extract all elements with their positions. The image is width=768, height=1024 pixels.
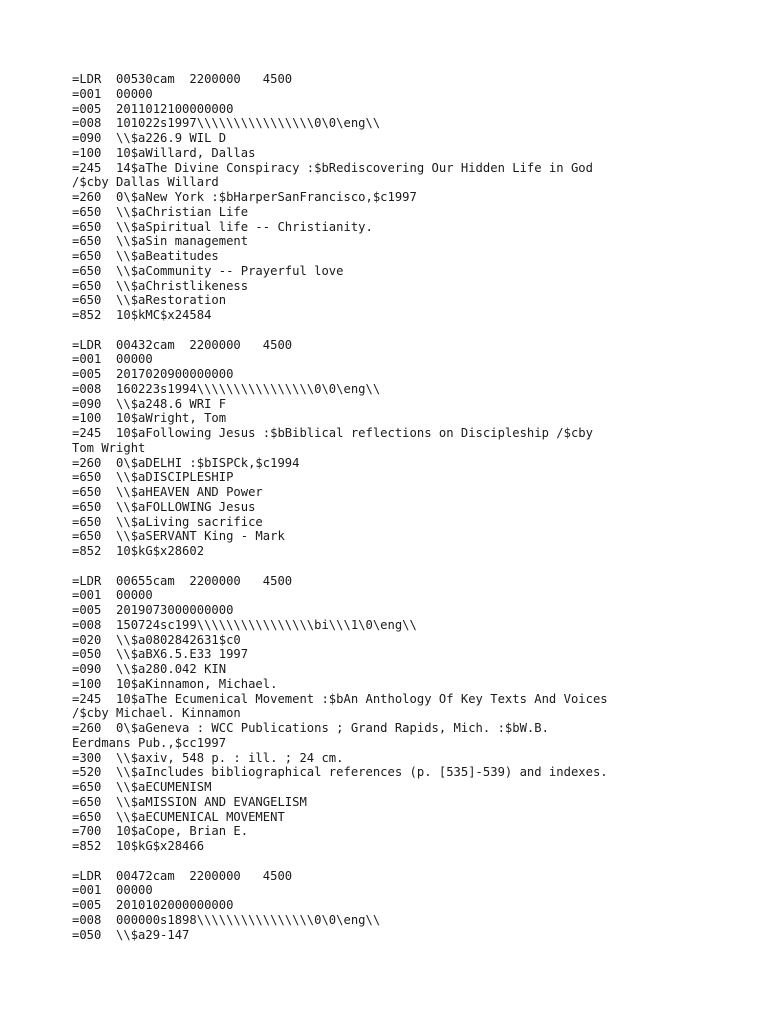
marc-field-852: =852 10$kG$x28466 [72, 839, 205, 853]
marc-field-300: =300 \\$axiv, 548 p. : ill. ; 24 cm. [72, 750, 344, 765]
marc-field-100: =100 10$aKinnamon, Michael. [72, 676, 278, 691]
marc-field-ldr: =LDR 00472cam 2200000 4500 [72, 868, 293, 883]
marc-field-005: =005 2011012100000000 [72, 101, 234, 116]
marc-field-650: =650 \\$aSin management [72, 234, 249, 249]
marc-field-650: =650 \\$aLiving sacrifice [72, 514, 263, 529]
marc-field-020: =020 \\$a0802842631$c0 [72, 632, 241, 647]
record-separator [72, 854, 712, 869]
marc-field-260: =260 0\$aGeneva : WCC Publications ; Grand Rapids, Mich. :$bW.B. [72, 721, 549, 735]
marc-field-050: =050 \\$a29-147 [72, 927, 190, 942]
marc-records-document [72, 72, 712, 942]
marc-field-650: =650 \\$aECUMENISM [72, 780, 212, 794]
marc-field-100: =100 10$aWillard, Dallas [72, 145, 256, 160]
marc-field-650: =650 \\$aSpiritual life -- Christianity. [72, 219, 373, 234]
marc-field-650: =650 \\$aFOLLOWING Jesus [72, 499, 256, 514]
marc-field-008: =008 000000s1898\\\\\\\\\\\\\\\\0\0\eng\\ [72, 912, 381, 927]
marc-field-650: =650 \\$aHEAVEN AND Power [72, 485, 263, 499]
marc-field-008: =008 160223s1994\\\\\\\\\\\\\\\\0\0\eng\\ [72, 381, 381, 396]
marc-field-650: =650 \\$aMISSION AND EVANGELISM [72, 794, 307, 809]
marc-field-650: =650 \\$aChristlikeness [72, 278, 249, 293]
marc-field-650: =650 \\$aChristian Life [72, 204, 249, 219]
marc-field-650: =650 \\$aDISCIPLESHIP [72, 470, 234, 485]
marc-record [72, 72, 712, 323]
marc-field-650: =650 \\$aECUMENICAL MOVEMENT [72, 809, 285, 824]
marc-field-090: =090 \\$a280.042 KIN [72, 662, 227, 676]
marc-field-ldr: =LDR 00655cam 2200000 4500 [72, 573, 293, 588]
marc-field-520: =520 \\$aIncludes bibliographical references (p. [535]-539) and indexes. [72, 765, 608, 780]
marc-field-852: =852 10$kMC$x24584 [72, 308, 212, 322]
marc-record [72, 338, 712, 559]
marc-field-090: =090 \\$a248.6 WRI F [72, 396, 227, 411]
marc-field-650: =650 \\$aSERVANT King - Mark [72, 529, 285, 544]
marc-field-260: =260 0\$aNew York :$bHarperSanFrancisco,$c1997 [72, 190, 417, 204]
record-separator [72, 559, 712, 574]
record-separator [72, 323, 712, 338]
marc-field-852: =852 10$kG$x28602 [72, 544, 205, 558]
marc-field-245: =245 14$aThe Divine Conspiracy :$bRediscovering Our Hidden Life in God [72, 160, 593, 175]
marc-record [72, 574, 712, 854]
marc-record [72, 869, 712, 943]
marc-field-001: =001 00000 [72, 86, 153, 101]
marc-field-650: =650 \\$aRestoration [72, 293, 227, 308]
marc-field-090: =090 \\$a226.9 WIL D [72, 131, 227, 145]
marc-field-ldr: =LDR 00432cam 2200000 4500 [72, 337, 293, 352]
marc-field-001: =001 00000 [72, 588, 153, 603]
marc-field-650: =650 \\$aBeatitudes [72, 249, 219, 263]
marc-field-245-continued: Tom Wright [72, 440, 146, 455]
marc-field-ldr: =LDR 00530cam 2200000 4500 [72, 72, 293, 86]
marc-field-650: =650 \\$aCommunity -- Prayerful love [72, 263, 344, 278]
marc-field-245: =245 10$aThe Ecumenical Movement :$bAn Anthology Of Key Texts And Voices [72, 691, 608, 706]
marc-field-700: =700 10$aCope, Brian E. [72, 824, 249, 839]
marc-field-260: =260 0\$aDELHI :$bISPCk,$c1994 [72, 455, 300, 470]
marc-field-050: =050 \\$aBX6.5.E33 1997 [72, 647, 249, 662]
marc-field-245-continued: /$cby Michael. Kinnamon [72, 706, 241, 721]
marc-field-005: =005 2019073000000000 [72, 603, 234, 617]
marc-field-005: =005 2017020900000000 [72, 367, 234, 381]
marc-field-260-continued: Eerdmans Pub.,$cc1997 [72, 735, 227, 750]
marc-field-008: =008 101022s1997\\\\\\\\\\\\\\\\0\0\eng\\ [72, 116, 381, 131]
marc-field-005: =005 2010102000000000 [72, 898, 234, 912]
marc-field-001: =001 00000 [72, 883, 153, 898]
marc-field-100: =100 10$aWright, Tom [72, 411, 227, 426]
marc-field-008: =008 150724sc199\\\\\\\\\\\\\\\\bi\\\1\0\eng\\ [72, 617, 417, 632]
marc-field-001: =001 00000 [72, 352, 153, 367]
marc-field-245: =245 10$aFollowing Jesus :$bBiblical reflections on Discipleship /$cby [72, 426, 593, 440]
marc-field-245-continued: /$cby Dallas Willard [72, 175, 219, 190]
